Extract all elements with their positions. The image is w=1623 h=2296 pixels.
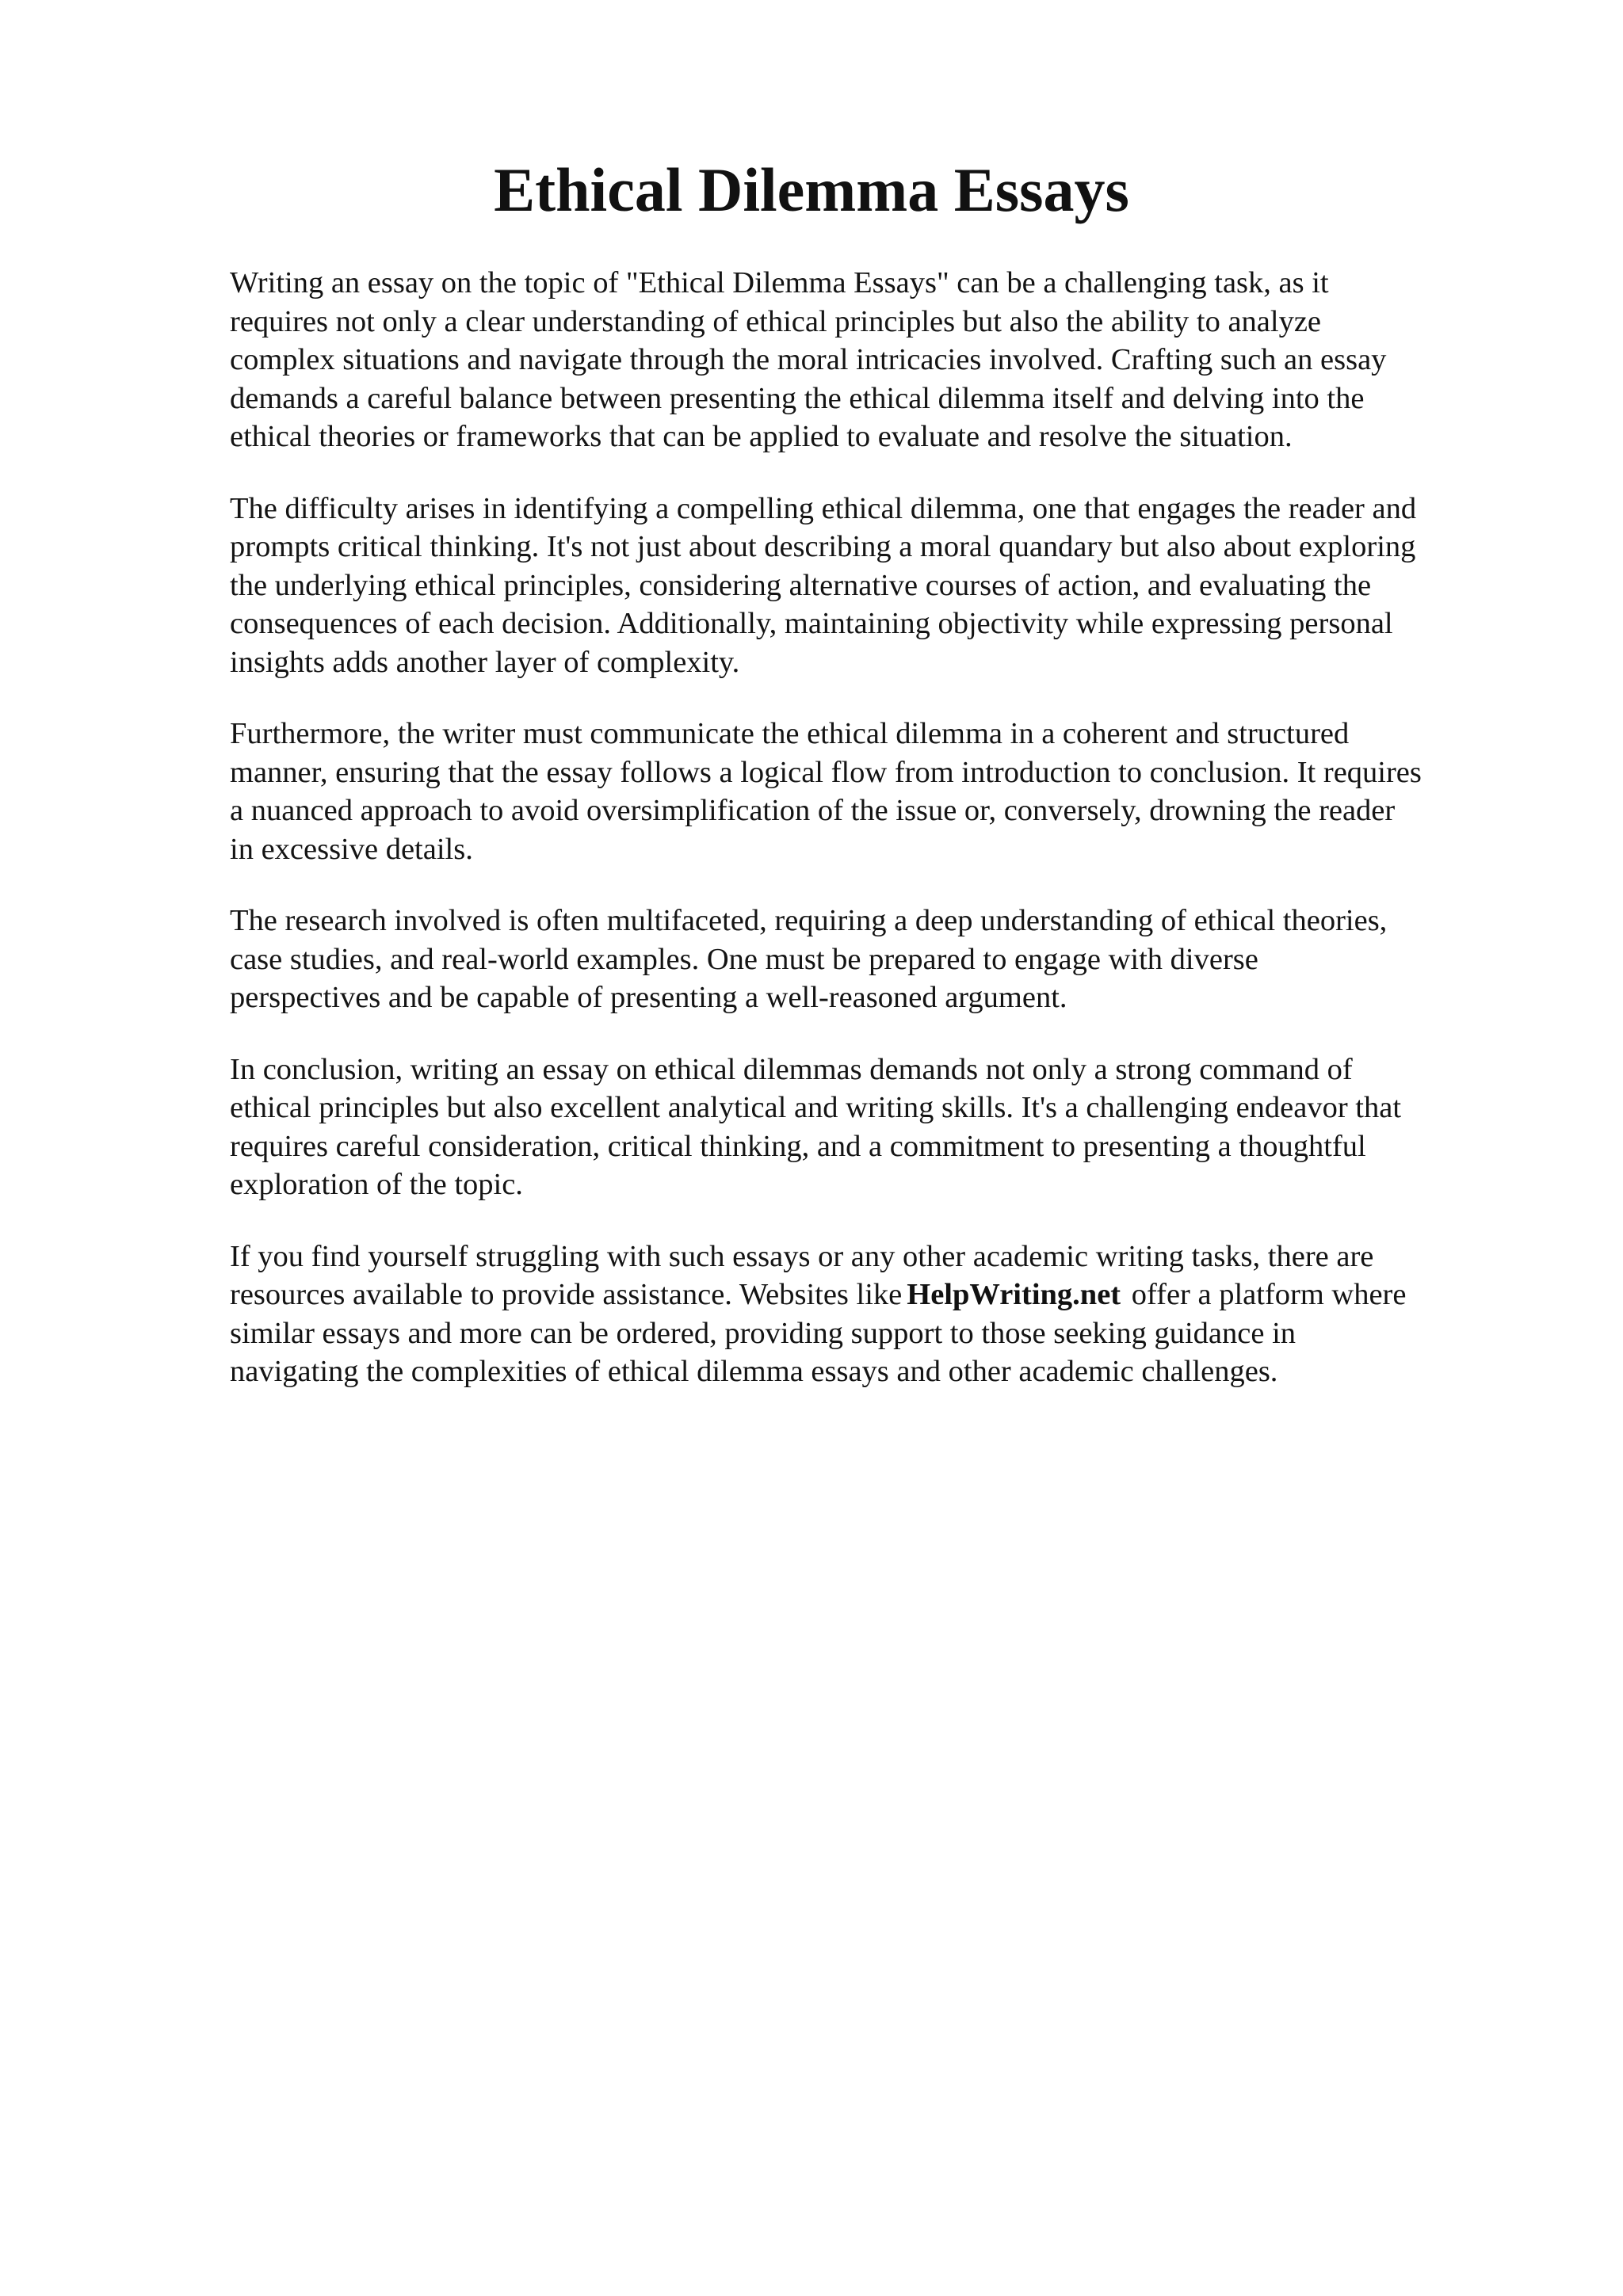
paragraph-text: offer a platform where [1131,1278,1407,1311]
paragraph-line: Writing an essay on the topic of "Ethical Dilemma Essays" can be a challenging task, as it [230,266,1329,299]
paragraph-line: prompts critical thinking. It's not just about describing a moral quandary but also about exploring [230,530,1416,563]
helpwriting-link[interactable]: HelpWriting.net [907,1278,1121,1311]
paragraph-3 [230,715,1529,868]
paragraph-line: in excessive details. [230,832,473,866]
paragraph-5 [230,1051,1529,1204]
paragraph-line: ethical principles but also excellent analytical and writing skills. It's a challenging endeavor that [230,1091,1402,1124]
paragraph-line: requires not only a clear understanding of ethical principles but also the ability to analyze [230,304,1321,338]
paragraph-line: The research involved is often multifaceted, requiring a deep understanding of ethical theories, [230,904,1388,937]
paragraph-line-with-link [230,1276,1529,1314]
paragraph-line: The difficulty arises in identifying a compelling ethical dilemma, one that engages the reader and [230,491,1417,525]
paragraph-line: similar essays and more can be ordered, providing support to those seeking guidance in [230,1316,1296,1350]
paragraph-line: exploration of the topic. [230,1168,523,1201]
paragraph-line: Furthermore, the writer must communicate the ethical dilemma in a coherent and structured [230,717,1350,750]
paragraph-line: ethical theories or frameworks that can be applied to evaluate and resolve the situation. [230,420,1293,453]
document-title: Ethical Dilemma Essays [494,155,1129,224]
paragraph-line: insights adds another layer of complexity. [230,645,740,679]
paragraph-line: requires careful consideration, critical thinking, and a commitment to presenting a thoughtful [230,1129,1366,1163]
paragraph-line: In conclusion, writing an essay on ethical dilemmas demands not only a strong command of [230,1052,1353,1086]
paragraph-text: resources available to provide assistance. Websites like [230,1278,903,1311]
paragraph-line: demands a careful balance between presenting the ethical dilemma itself and delving into the [230,381,1365,415]
paragraph-line: perspectives and be capable of presenting a well-reasoned argument. [230,981,1067,1014]
paragraph-line: a nuanced approach to avoid oversimplification of the issue or, conversely, drowning the reader [230,794,1396,827]
paragraph-1 [230,264,1529,456]
paragraph-line: case studies, and real-world examples. One must be prepared to engage with diverse [230,942,1258,976]
paragraph-line: consequences of each decision. Additionally, maintaining objectivity while expressing personal [230,607,1393,640]
paragraph-line: the underlying ethical principles, considering alternative courses of action, and evaluating the [230,568,1372,602]
paragraph-2 [230,490,1529,682]
document-body [230,264,1529,1425]
paragraph-line: navigating the complexities of ethical dilemma essays and other academic challenges. [230,1355,1278,1388]
paragraph-6 [230,1238,1529,1391]
paragraph-line: manner, ensuring that the essay follows a logical flow from introduction to conclusion. It requires [230,755,1422,789]
paragraph-line: If you find yourself struggling with such essays or any other academic writing tasks, there are [230,1239,1374,1273]
paragraph-4 [230,902,1529,1017]
paragraph-line: complex situations and navigate through the moral intricacies involved. Crafting such an essay [230,343,1387,376]
